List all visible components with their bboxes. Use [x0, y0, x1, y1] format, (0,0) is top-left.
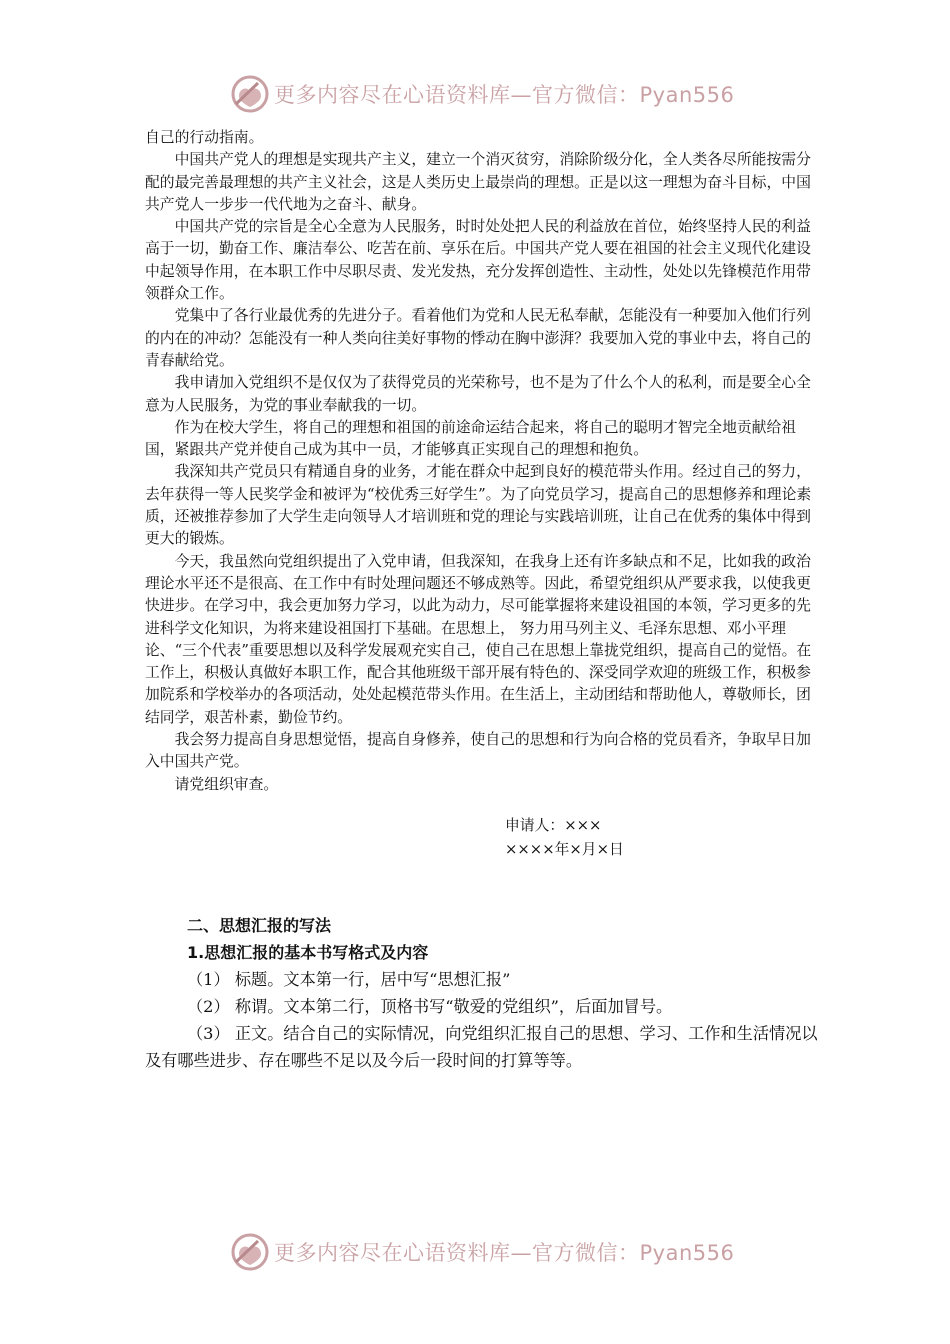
list-item: （2） 称谓。文本第二行，顶格书写“敬爱的党组织”，后面加冒号。 [187, 997, 673, 1016]
watermark-text: 更多内容尽在心语资料库—官方微信：Pyan556 [274, 83, 735, 107]
paragraph: 我申请加入党组织不是仅仅为了获得党员的光荣称号，也不是为了什么个人的私利，而是要全心全意为人民服务，为党的事业奉献我的一切。 [145, 374, 811, 414]
section-heading: 二、思想汇报的写法 [187, 916, 332, 935]
paragraph-closing: 请党组织审查。 [174, 775, 279, 793]
watermark-text: 更多内容尽在心语资料库—官方微信：Pyan556 [274, 1241, 735, 1265]
signature-applicant: 申请人：××× [505, 817, 602, 834]
paragraph: 党集中了各行业最优秀的先进分子。看着他们为党和人民无私奉献，怎能没有一种要加入他们行列的内在的冲动？怎能没有一种人类向往美好事物的悸动在胸中澎湃？我要加入党的事业中去，将自己的青春献给党。 [145, 307, 811, 369]
paragraph: 作为在校大学生，将自己的理想和祖国的前途命运结合起来，将自己的聪明才智完全地贡献给祖国，紧跟共产党并使自己成为其中一员，才能够真正实现自己的理想和抱负。 [145, 418, 797, 459]
heart-logo-icon [230, 74, 270, 114]
footer-watermark [230, 1230, 750, 1274]
paragraph-continuation: 自己的行动指南。 [145, 129, 264, 146]
heart-logo-icon [230, 1232, 270, 1272]
paragraph: 我会努力提高自身思想觉悟，提高自身修养，使自己的思想和行为向合格的党员看齐，争取早日加入中国共产党。 [145, 731, 811, 771]
document-body [145, 127, 817, 796]
paragraph: 中国共产党的宗旨是全心全意为人民服务，时时处处把人民的利益放在首位，始终坚持人民的利益高于一切，勤奋工作、廉洁奉公、吃苦在前、享乐在后。中国共产党人要在祖国的社会主义现代化建设中起领导作用，在本职工作中尽职尽责、发光发热，充分发挥创造性、主动性，处处以先锋模范作用带领群众工作。 [145, 218, 811, 303]
section-subheading: 1.思想汇报的基本书写格式及内容 [187, 943, 429, 962]
paragraph: 今天，我虽然向党组织提出了入党申请，但我深知，在我身上还有许多缺点和不足，比如我的政治理论水平还不是很高、在工作中有时处理问题还不够成熟等。因此，希望党组织从严要求我，以使我更快进步。在学习中，我会更加努力学习，以此为动力，尽可能掌握将来建设祖国的本领，学习更多的先进科学文化知识，为将来建设祖国打下基础。在思想上， 努力用马列主义、毛泽东思想、邓小平理论、“三个代表”重要思想以及科学发展观充实自己，使自己在思想上靠拢党组织，提高自己的觉悟。在工作上，积极认真做好本职工作，配合其他班级干部开展有特色的、深受同学欢迎的班级工作，积极参加院系和学校举办的各项活动，处处起模范带头作用。在生活上，主动团结和帮助他人，尊敬师长，团结同学，艰苦朴素，勤俭节约。 [145, 552, 812, 726]
paragraph: 中国共产党人的理想是实现共产主义，建立一个消灭贫穷，消除阶级分化，全人类各尽所能按需分配的最完善最理想的共产主义社会，这是人类历史上最崇尚的理想。正是以这一理想为奋斗目标，中国共产党人一步步一代代地为之奋斗、献身。 [145, 151, 811, 213]
list-item: （1） 标题。文本第一行，居中写“思想汇报” [187, 970, 511, 989]
paragraph: 我深知共产党员只有精通自身的业务，才能在群众中起到良好的模范带头作用。经过自己的努力，去年获得一等人民奖学金和被评为“校优秀三好学生”。为了向党员学习，提高自己的思想修养和理论素质，还被推荐参加了大学生走向领导人才培训班和党的理论与实践培训班，让自己在优秀的集体中得到更大的锻炼。 [145, 463, 812, 548]
section-thought-report [145, 912, 825, 1074]
list-item: （3） 正文。结合自己的实际情况，向党组织汇报自己的思想、学习、工作和生活情况以及有哪些进步、存在哪些不足以及今后一段时间的打算等等。 [145, 1024, 818, 1070]
header-watermark [230, 72, 750, 116]
signature-date: ××××年×月×日 [505, 841, 624, 858]
